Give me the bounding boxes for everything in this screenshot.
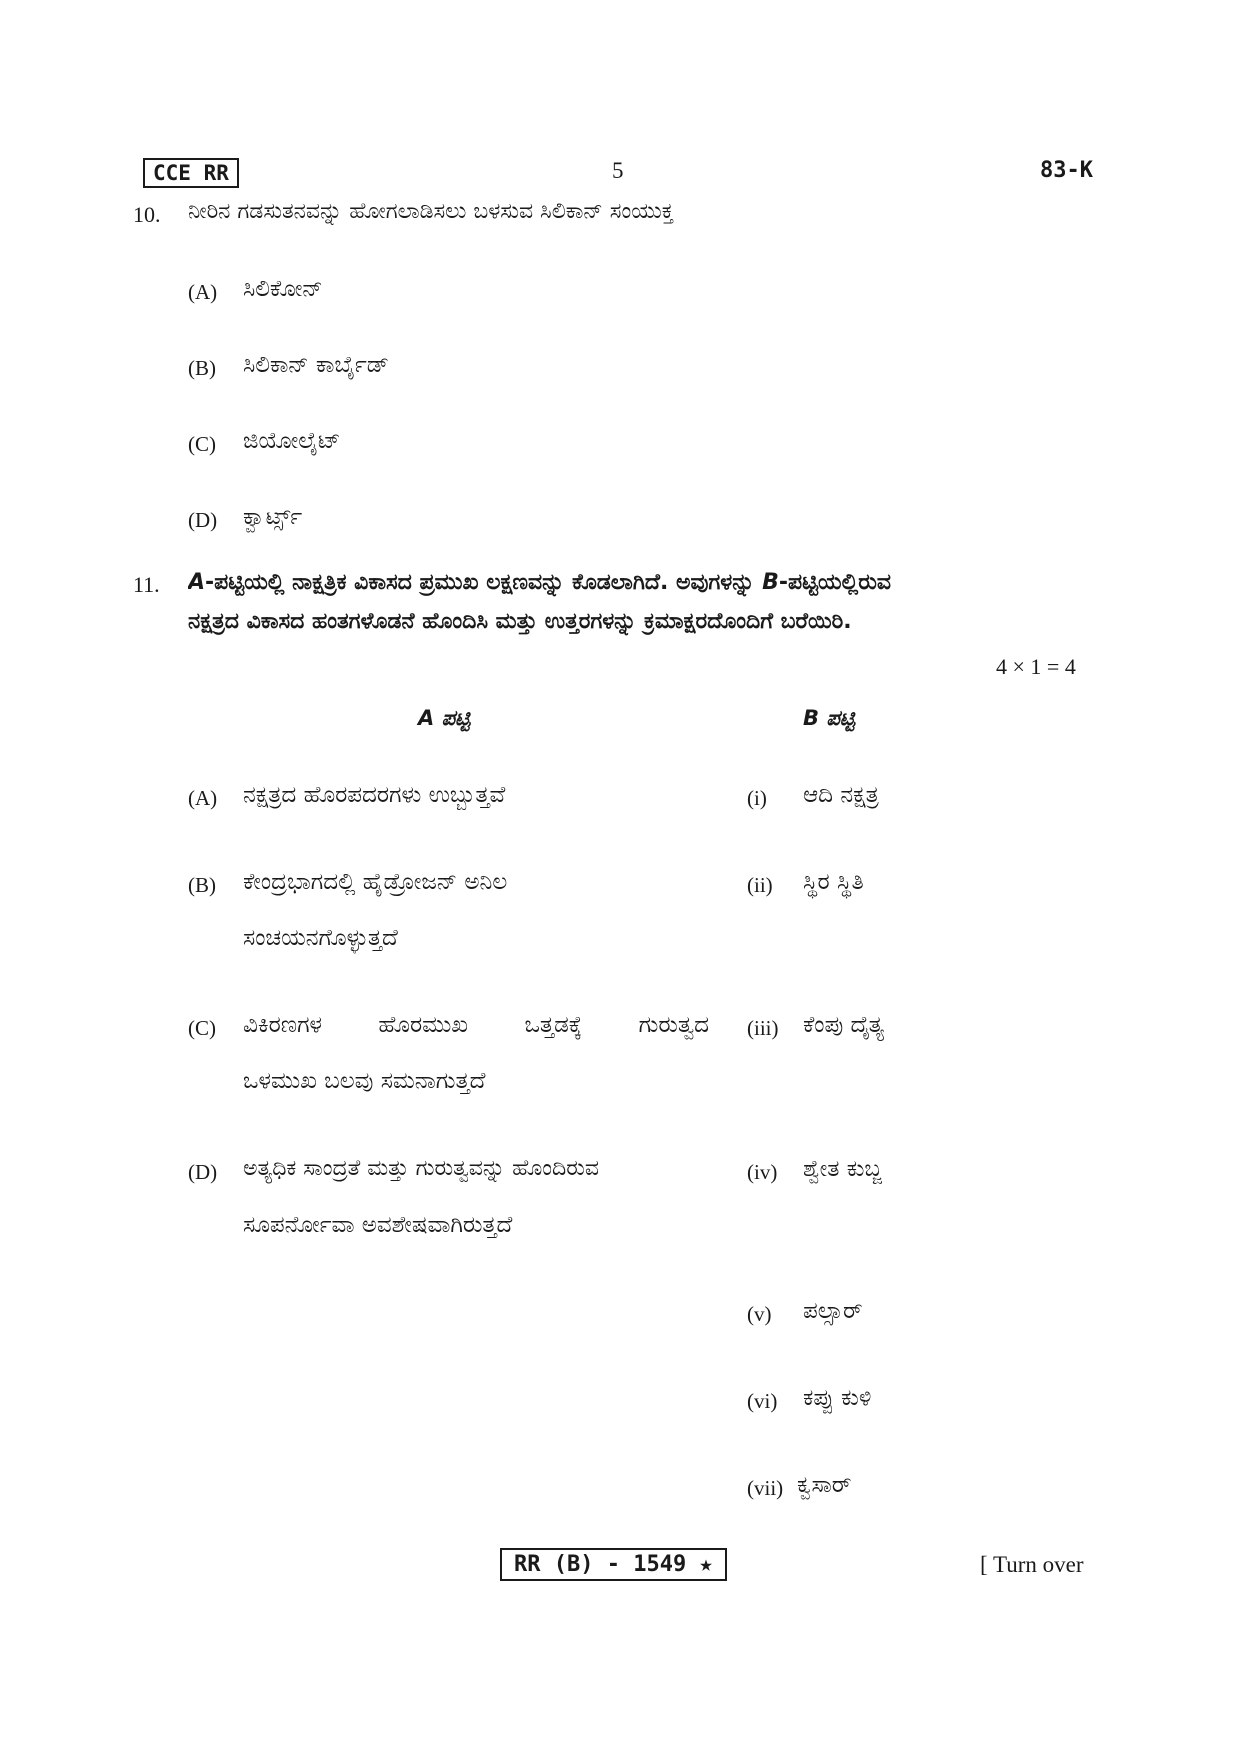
col-a-item-d-label: (D) [188,1160,218,1184]
q10-option-b-text: ಸಿಲಿಕಾನ್ ಕಾರ್ಬೈಡ್ [243,352,389,378]
col-b-item-ii-label: (ii) [747,873,773,897]
q10-option-a-text: ಸಿಲಿಕೋನ್ [243,276,323,302]
column-a-heading: A ಪಟ್ಟಿ [418,706,471,730]
q11-list-a-ref: A [188,570,206,595]
column-b-heading: B ಪಟ್ಟಿ [803,706,856,730]
q10-option-a-label: (A) [188,280,218,304]
q10-option-c-text: ಜಿಯೋಲೈಟ್ [243,428,341,454]
q11-instruction-line1 [188,564,1106,602]
q10-option-d-label: (D) [188,508,218,532]
col-a-item-c-label: (C) [188,1016,216,1040]
q11-number: 11. [133,572,160,597]
q11-instruction-line2: ನಕ್ಷತ್ರದ ವಿಕಾಸದ ಹಂತಗಳೊಡನೆ ಹೊಂದಿಸಿ ಮತ್ತು ಉತ್ತರಗಳನ್ನು ಕ್ರಮಾಕ್ಷರದೊಂದಿಗೆ ಬರೆಯಿರಿ. [188,609,852,634]
q11-marks: 4 × 1 = 4 [996,654,1076,679]
col-a-item-d-line2: ಸೂಪರ್ನೋವಾ ಅವಶೇಷವಾಗಿರುತ್ತದೆ [243,1212,513,1238]
q10-question-text: ನೀರಿನ ಗಡಸುತನವನ್ನು ಹೋಗಲಾಡಿಸಲು ಬಳಸುವ ಸಿಲಿಕಾನ್ ಸಂಯುಕ್ತ [188,199,674,224]
col-b-item-i-label: (i) [747,786,767,810]
col-b-item-vi-label: (vi) [747,1389,778,1413]
q10-option-d-text: ಕ್ವಾರ್ಟ್ಸ್ [243,504,303,530]
turn-over-text: [ Turn over [980,1552,1084,1577]
col-b-item-i-text: ಆದಿ ನಕ್ಷತ್ರ [803,782,879,808]
col-b-item-iv-label: (iv) [747,1160,778,1184]
col-b-item-ii-text: ಸ್ಥಿರ ಸ್ಥಿತಿ [803,869,864,895]
col-b-item-v-text: ಪಲ್ಸಾರ್ [803,1298,863,1324]
header-series-box: CCE RR [143,158,239,188]
col-b-item-iii-label: (iii) [747,1016,779,1040]
col-b-item-v-label: (v) [747,1302,772,1326]
col-a-item-c-line2: ಒಳಮುಖ ಬಲವು ಸಮನಾಗುತ್ತದೆ [243,1068,486,1094]
col-b-item-iv-text: ಶ್ವೇತ ಕುಬ್ಜ [803,1156,882,1182]
col-a-item-d-line1: ಅತ್ಯಧಿಕ ಸಾಂದ್ರತೆ ಮತ್ತು ಗುರುತ್ವವನ್ನು ಹೊಂದಿರುವ [243,1156,599,1181]
paper-code: 83-K [1040,158,1093,183]
q10-number: 10. [133,202,161,227]
col-a-item-b-line2: ಸಂಚಯನಗೊಳ್ಳುತ್ತದೆ [243,925,398,951]
col-a-item-c-line1: ವಿಕಿರಣಗಳ ಹೊರಮುಖ ಒತ್ತಡಕ್ಕೆ ಗುರುತ್ವದ [243,1012,709,1038]
col-a-item-b-label: (B) [188,873,216,897]
q10-option-c-label: (C) [188,432,216,456]
page-number: 5 [612,158,624,183]
col-b-item-vii-label: (vii) [747,1476,784,1500]
q10-option-b-label: (B) [188,356,216,380]
col-a-item-a-line1: ನಕ್ಷತ್ರದ ಹೊರಪದರಗಳು ಉಬ್ಬುತ್ತವೆ [243,782,506,808]
q11-line1-middle: -ಪಟ್ಟಿಯಲ್ಲಿ ನಾಕ್ಷತ್ರಿಕ ವಿಕಾಸದ ಪ್ರಮುಖ ಲಕ್ಷಣವನ್ನು ಕೊಡಲಾಗಿದೆ. ಅವುಗಳನ್ನು [205,570,763,595]
col-b-item-iii-text: ಕೆಂಪು ದೈತ್ಯ [803,1012,885,1038]
col-b-item-vii-text: ಕ್ವಸಾರ್ [797,1472,852,1498]
col-a-item-b-line1: ಕೇಂದ್ರಭಾಗದಲ್ಲಿ ಹೈಡ್ರೋಜನ್ ಅನಿಲ [243,869,508,895]
col-a-item-a-label: (A) [188,786,218,810]
footer-code-box: RR (B) - 1549 ★ [500,1548,727,1581]
q11-list-b-ref: B [762,570,779,595]
col-b-item-vi-text: ಕಪ್ಪು ಕುಳಿ [803,1385,872,1411]
q11-line1-end: -ಪಟ್ಟಿಯಲ್ಲಿರುವ [778,570,892,595]
